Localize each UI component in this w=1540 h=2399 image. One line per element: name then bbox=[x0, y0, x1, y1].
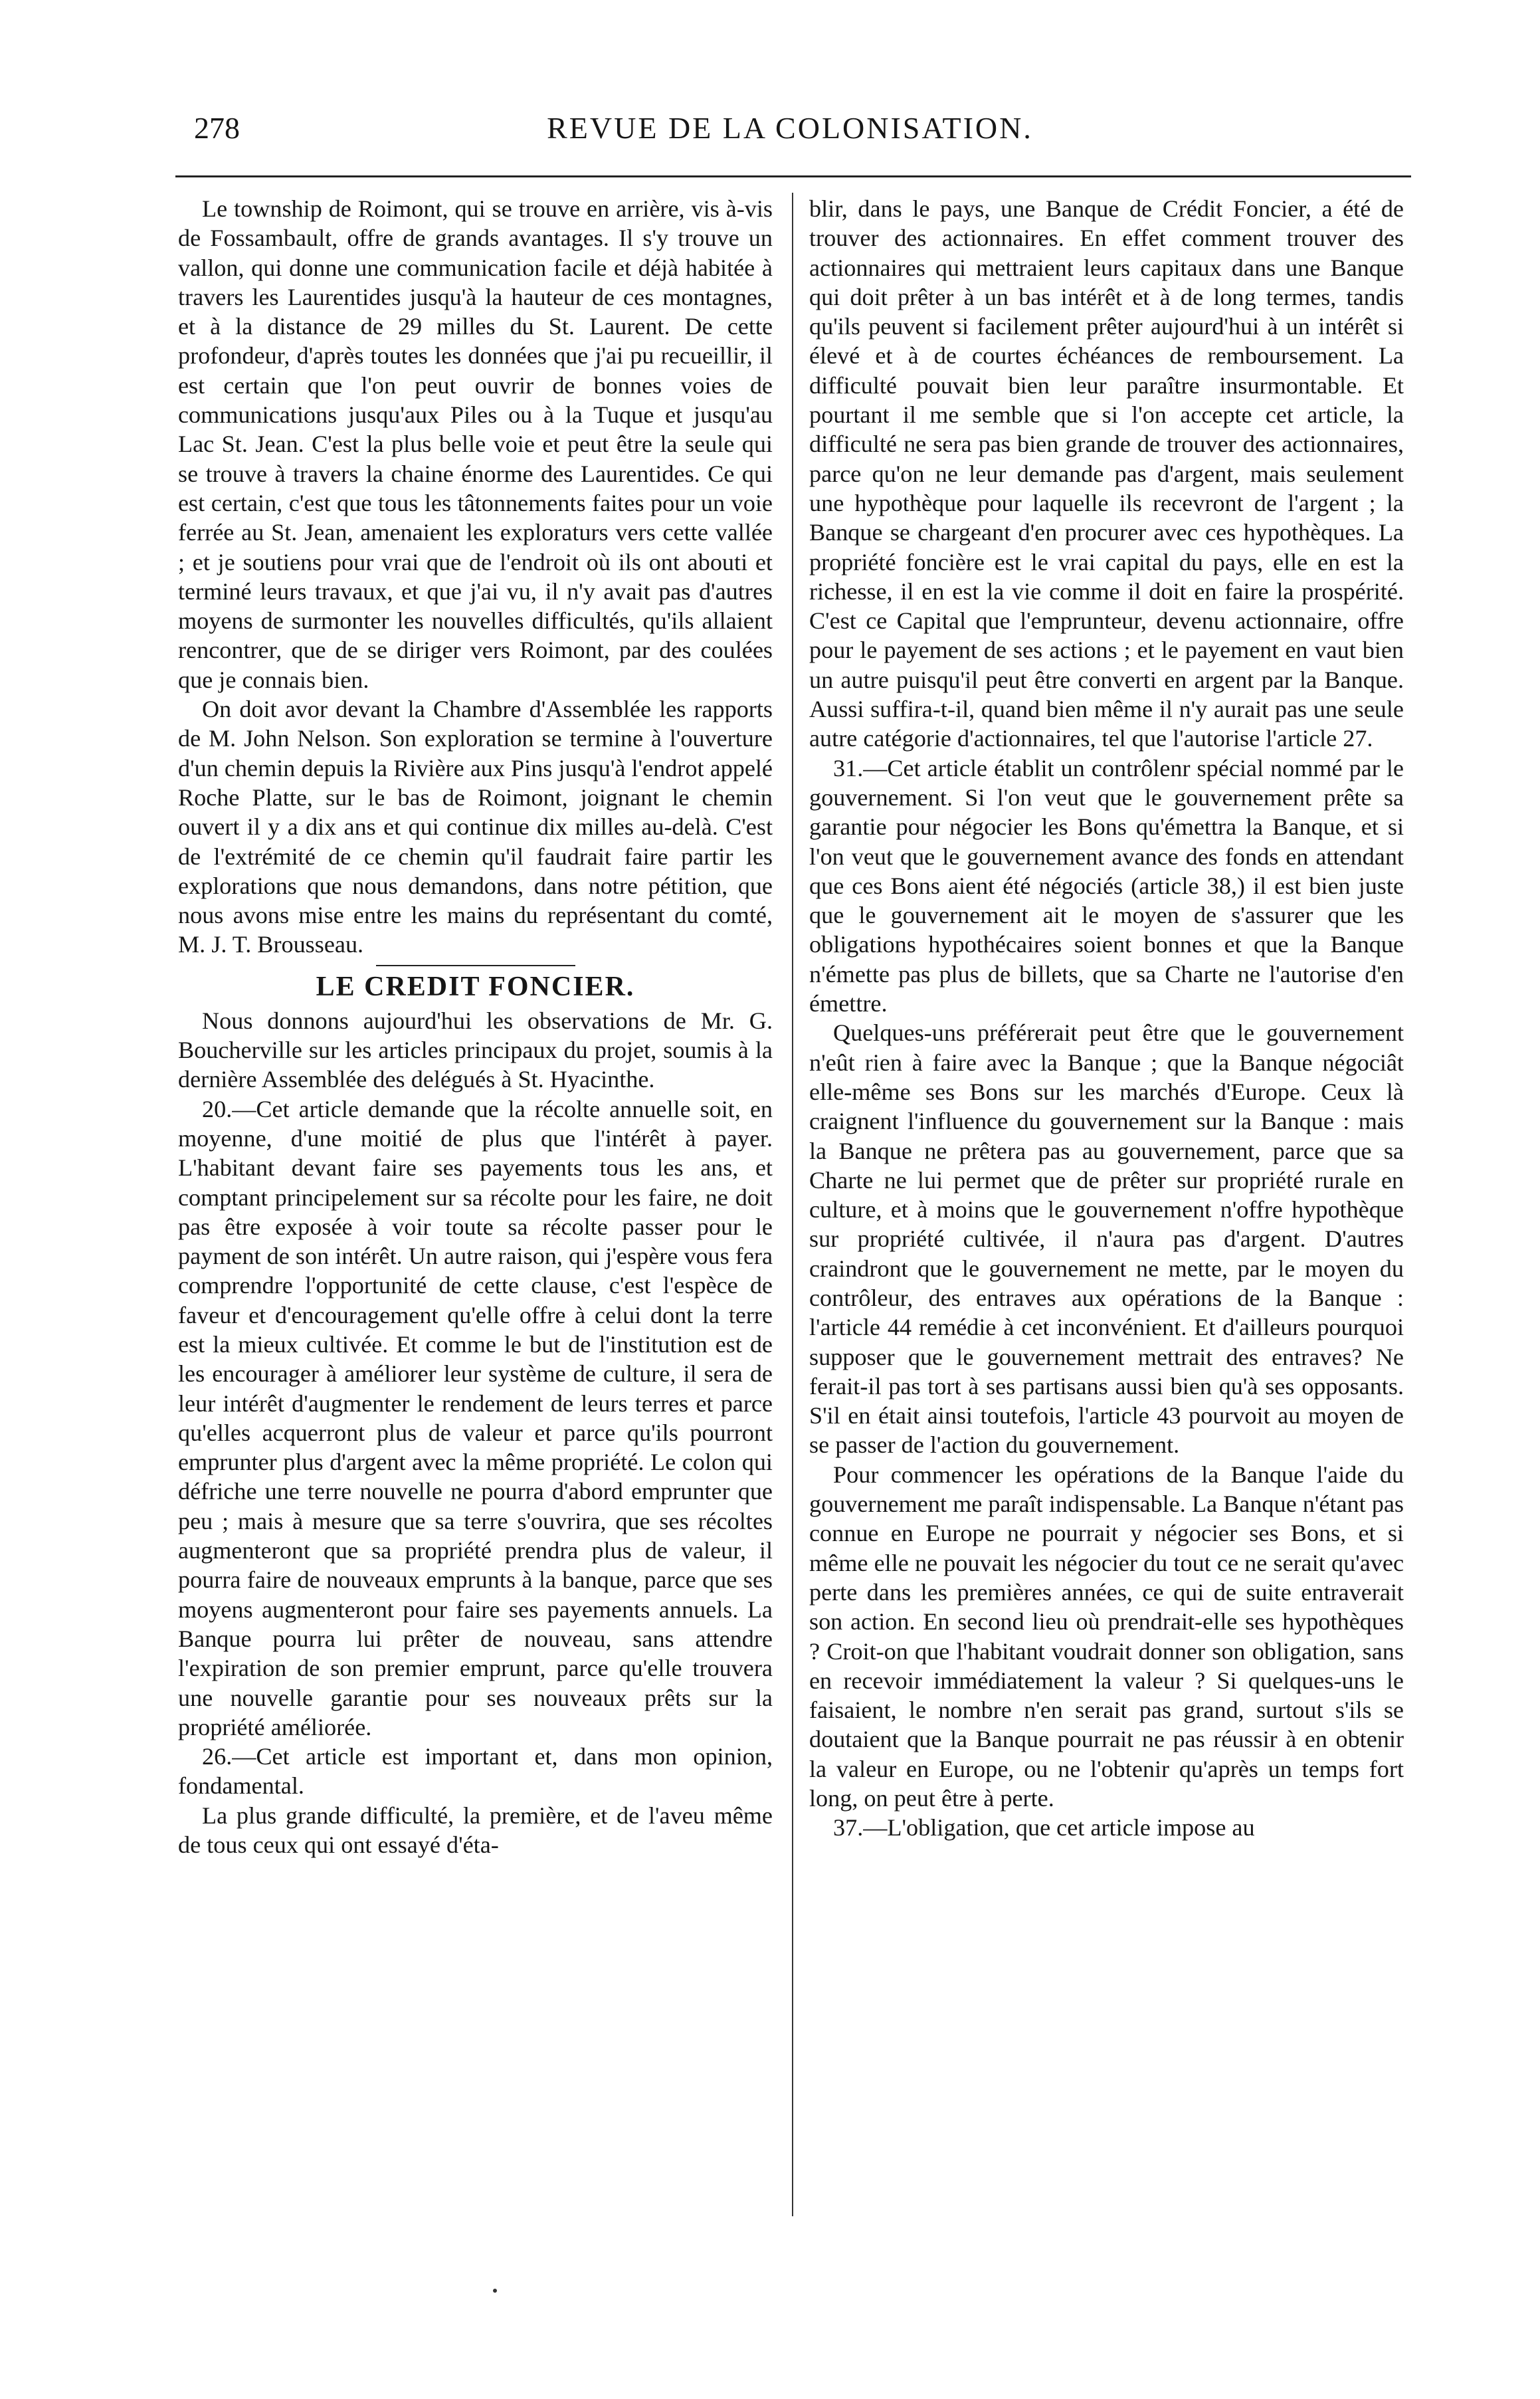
body-paragraph: On doit avor devant la Chambre d'Assemblée les rapports de M. John Nelson. Son exploration se termine à l'ouverture d'un chemin depuis la Rivière aux Pins jusqu'à l'endrot appelé Roche Platte, sur le bas de Roimont, joignant le chemin ouvert il y a dix ans et qui continue dix milles au-delà. C'est de l'extrémité de ce chemin qu'il faudrait faire partir les explorations que nous demandons, dans notre pétition, que nous avons mise entre les mains du représentant du comté, M. J. T. Brousseau. bbox=[178, 696, 773, 958]
right-column bbox=[809, 194, 1404, 1843]
body-paragraph: 31.—Cet article établit un contrôlenr spécial nommé par le gouvernement. Si l'on veut que le gouvernement prête sa garantie pour négocier les Bons qu'émettra la Banque, et si l'on veut que le gouvernement avance des fonds en attendant que ces Bons aient été négociés (article 38,) il est bien juste que le gouvernement ait le moyen de s'assurer que les obligations hypothécaires soient bonnes et que la Banque n'émette pas plus de billets, que sa Charte ne l'autorise d'en émettre. bbox=[809, 754, 1404, 1017]
body-paragraph: Quelques-uns préférerait peut être que le gouvernement n'eût rien à faire avec la Banque ; que la Banque négociât elle-même ses Bons sur les marchés d'Europe. Ceux là craignent l'influence du gouvernement sur la Banque : mais la Banque ne prêtera pas au gouvernement, parce que sa Charte ne lui permet que de prêter sur propriété rurale en culture, et à moins que le gouvernement n'offre hypothèque sur propriété cultivée, il n'aura pas d'argent. D'autres craindront que le gouvernement ne mette, par le moyen du contrôleur, des entraves aux opérations de la Banque : l'article 44 remédie à cet inconvénient. Et d'ailleurs pourquoi supposer que le gouvernement mettrait des entraves? Ne ferait-il pas tort à ses partisans aussi bien qu'à ses opposants. S'il en était ainsi toutefois, l'article 43 pourvoit au moyen de se passer de l'action du gouvernement. bbox=[809, 1019, 1404, 1459]
body-paragraph: 37.—L'obligation, que cet article impose au bbox=[833, 1814, 1255, 1841]
body-paragraph: 26.—Cet article est important et, dans mon opinion, fondamental. bbox=[178, 1743, 773, 1800]
footer-mark bbox=[493, 2289, 497, 2293]
body-paragraph: blir, dans le pays, une Banque de Crédit Foncier, a été de trouver des actionnaires. En effet comment trouver des actionnaires qui mettraient leurs capitaux dans une Banque qui doit prêter à un bas intérêt et à de long termes, tandis qu'ils peuvent si facilement prêter aujourd'hui à un intérêt si élevé et à de courtes échéances de remboursement. La difficulté pouvait bien leur paraître insurmontable. Et pourtant il me semble que si l'on accepte cet article, la difficulté ne sera pas bien grande de trouver des actionnaires, parce qu'on ne leur demande pas d'argent, mais seulement une hypothèque pour laquelle ils recevront de l'argent ; la Banque se chargeant d'en procurer avec ces hypothèques. La propriété foncière est le vrai capital du pays, elle en est la richesse, il en est la vie comme il doit en faire la prospérité. C'est ce Capital que l'emprunteur, devenu actionnaire, offre pour le payement de ses actions ; et le payement en vaut bien un autre puisqu'il peut être converti en argent par la Banque. Aussi suffira-t-il, quand bien même il n'y aurait pas une seule autre catégorie d'actionnaires, tel que l'autorise l'article 27. bbox=[809, 195, 1404, 752]
body-paragraph: Le township de Roimont, qui se trouve en arrière, vis à-vis de Fossambault, offre de grands avantages. Il s'y trouve un vallon, qui donne une communication facile et déjà habitée à travers les Laurentides jusqu'à la hauteur de ces montagnes, et à la distance de 29 milles du St. Laurent. De cette profondeur, d'après toutes les données que j'ai pu recueillir, il est certain que l'on peut ouvrir de bonnes voies de communications jusqu'aux Piles ou à la Tuque et jusqu'au Lac St. Jean. C'est la plus belle voie et peut être la seule qui se trouve à travers la chaine énorme des Laurentides. Ce qui est certain, c'est que tous les tâtonnements faites pour un voie ferrée au St. Jean, amenaient les exploraturs vers cette vallée ; et je soutiens pour vrai que de l'endroit où ils ont abouti et terminé leurs travaux, et que j'ai vu, il n'y avait pas d'autres moyens de surmonter les nouvelles difficultés, qu'ils allaient rencontrer, que de se diriger vers Roimont, par des coulées que je connais bien. bbox=[178, 195, 773, 693]
running-title: REVUE DE LA COLONISATION. bbox=[547, 111, 1033, 145]
body-paragraph: 20.—Cet article demande que la récolte annuelle soit, en moyenne, d'une moitié de plus que l'intérêt à payer. L'habitant devant faire ses payements tous les ans, et comptant principelement sur sa récolte pour les faire, ne doit pas être exposée à voir toute sa récolte passer pour le payment de son intérêt. Un autre raison, qui j'espère vous fera comprendre l'opportunité de cette clause, c'est l'espèce de faveur et d'encouragement qu'elle offre à celui dont la terre est la mieux cultivée. Et comme le but de l'institution est de les encourager à améliorer leur système de culture, il sera de leur intérêt d'augmenter le rendement de leurs terres et parce qu'elles acquerront plus de valeur et parce qu'ils pourront emprunter plus d'argent avec la même propriété. Le colon qui défriche une terre nouvelle ne pourra d'abord emprunter que peu ; mais à mesure que sa terre s'ouvrira, que ses récoltes augmenteront que sa propriété prendra plus de valeur, il pourra faire de nouveaux emprunts à la banque, parce que ses moyens augmenteront pour faire ses payements annuels. La Banque pourra lui prêter de nouveau, sans attendre l'expiration de son premier emprunt, parce qu'elle trouvera une nouvelle garantie pour ses nouveaux prêts sur la propriété améliorée. bbox=[178, 1095, 773, 1740]
column-divider bbox=[792, 193, 793, 2216]
header-rule bbox=[175, 175, 1411, 177]
left-column bbox=[178, 194, 773, 1859]
section-separator bbox=[376, 965, 575, 966]
section-title: LE CREDIT FONCIER. bbox=[316, 971, 635, 1002]
page-number: 278 bbox=[194, 111, 240, 145]
body-paragraph: Pour commencer les opérations de la Banque l'aide du gouvernement me paraît indispensable. La Banque n'étant pas connue en Europe ne pourrait y négocier ses Bons, et si même elle ne pouvait les négocier du tout ce ne serait qu'avec perte dans les premières années, ce qui de suite entraverait son action. En second lieu où prendrait-elle ses hypothèques ? Croit-on que l'habitant voudrait donner son obligation, sans en recevoir immédiatement la valeur ? Si quelques-uns le faisaient, le nombre n'en serait pas grand, surtout s'ils se doutaient que la Banque pourrait ne pas réussir à en obtenir la valeur en Europe, ou ne l'obtenir qu'après un temps fort long, on peut être à perte. bbox=[809, 1461, 1404, 1812]
body-paragraph: La plus grande difficulté, la première, et de l'aveu même de tous ceux qui ont essayé d'éta- bbox=[178, 1802, 773, 1859]
body-paragraph: Nous donnons aujourd'hui les observations de Mr. G. Boucherville sur les articles principaux du projet, soumis à la dernière Assemblée des delégués à St. Hyacinthe. bbox=[178, 1007, 773, 1093]
